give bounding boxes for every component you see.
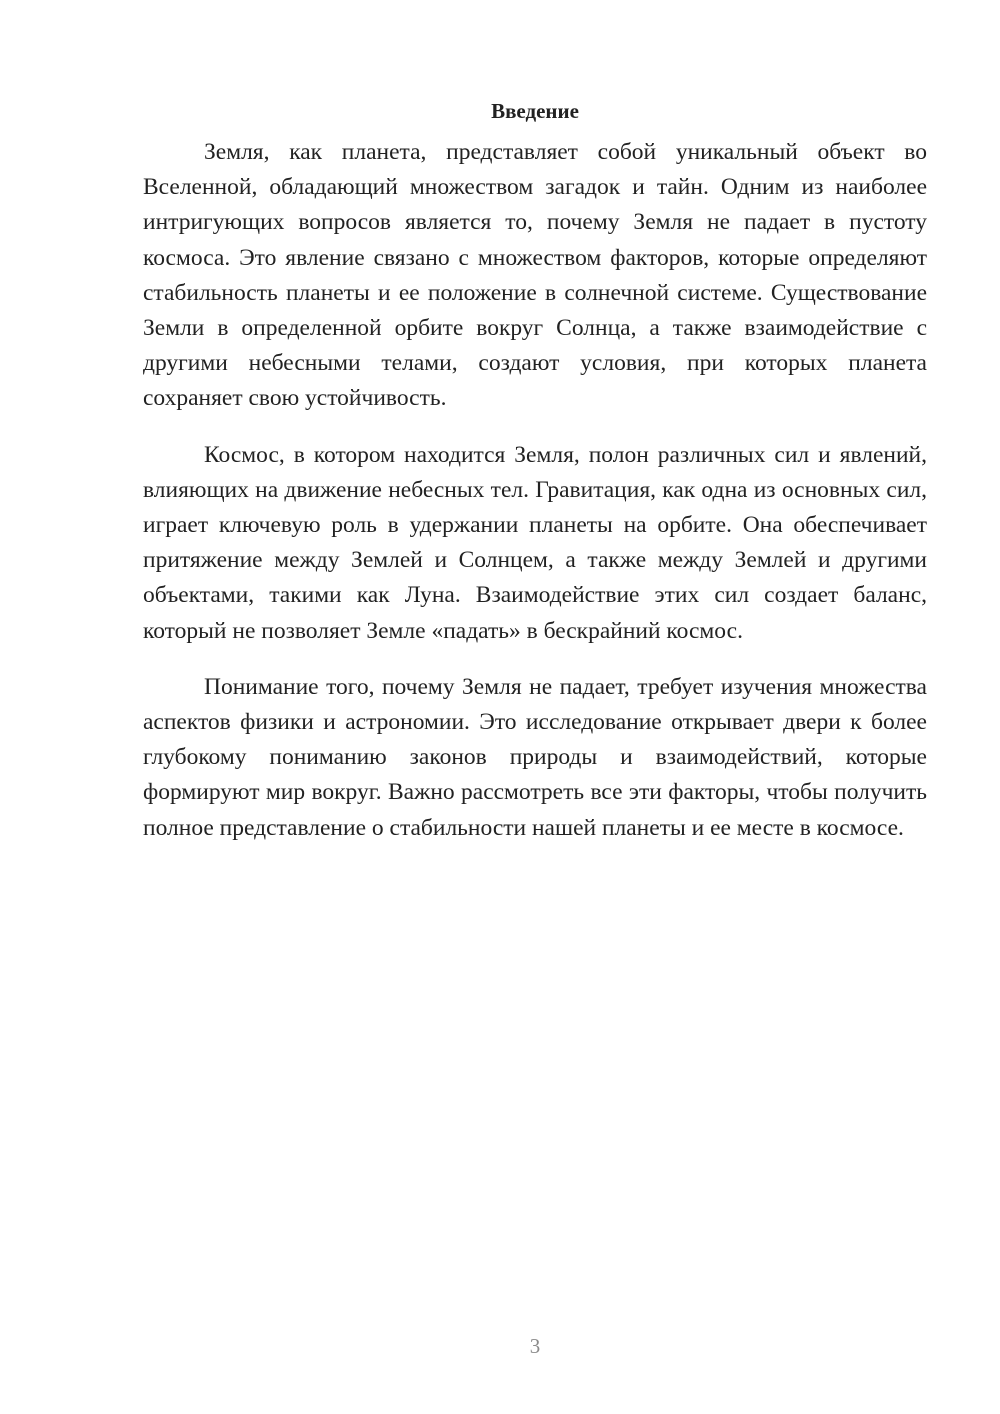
paragraph-1: Земля, как планета, представляет собой уникальный объект во Вселенной, обладающий множеством загадок и тайн. Одним из наиболее интригующих вопросов является то, почему Земля не падает в пустоту космоса. Это явление связано с множеством факторов, которые определяют стабильность планеты и ее положение в солнечной системе. Существование Земли в определенной орбите вокруг Солнца, а также взаимодействие с другими небесными телами, создают условия, при которых планета сохраняет свою устойчивость. bbox=[143, 139, 927, 412]
paragraph-2: Космос, в котором находится Земля, полон различных сил и явлений, влияющих на движение небесных тел. Гравитация, как одна из основных сил, играет ключевую роль в удержании планеты на орбите. Она обеспечивает притяжение между Землей и Солнцем, а также между Землей и другими объектами, такими как Луна. Взаимодействие этих сил создает баланс, который не позволяет Земле «падать» в бескрайний космос. bbox=[143, 441, 927, 644]
page-number: 3 bbox=[529, 1334, 541, 1358]
page-content bbox=[143, 96, 927, 867]
section-heading: Введение bbox=[491, 99, 579, 123]
paragraph-3: Понимание того, почему Земля не падает, требует изучения множества аспектов физики и астрономии. Это исследование открывает двери к более глубокому пониманию законов природы и взаимодействий, которые формируют мир вокруг. Важно рассмотреть все эти факторы, чтобы получить полное представление о стабильности нашей планеты и ее месте в космосе. bbox=[143, 673, 927, 841]
